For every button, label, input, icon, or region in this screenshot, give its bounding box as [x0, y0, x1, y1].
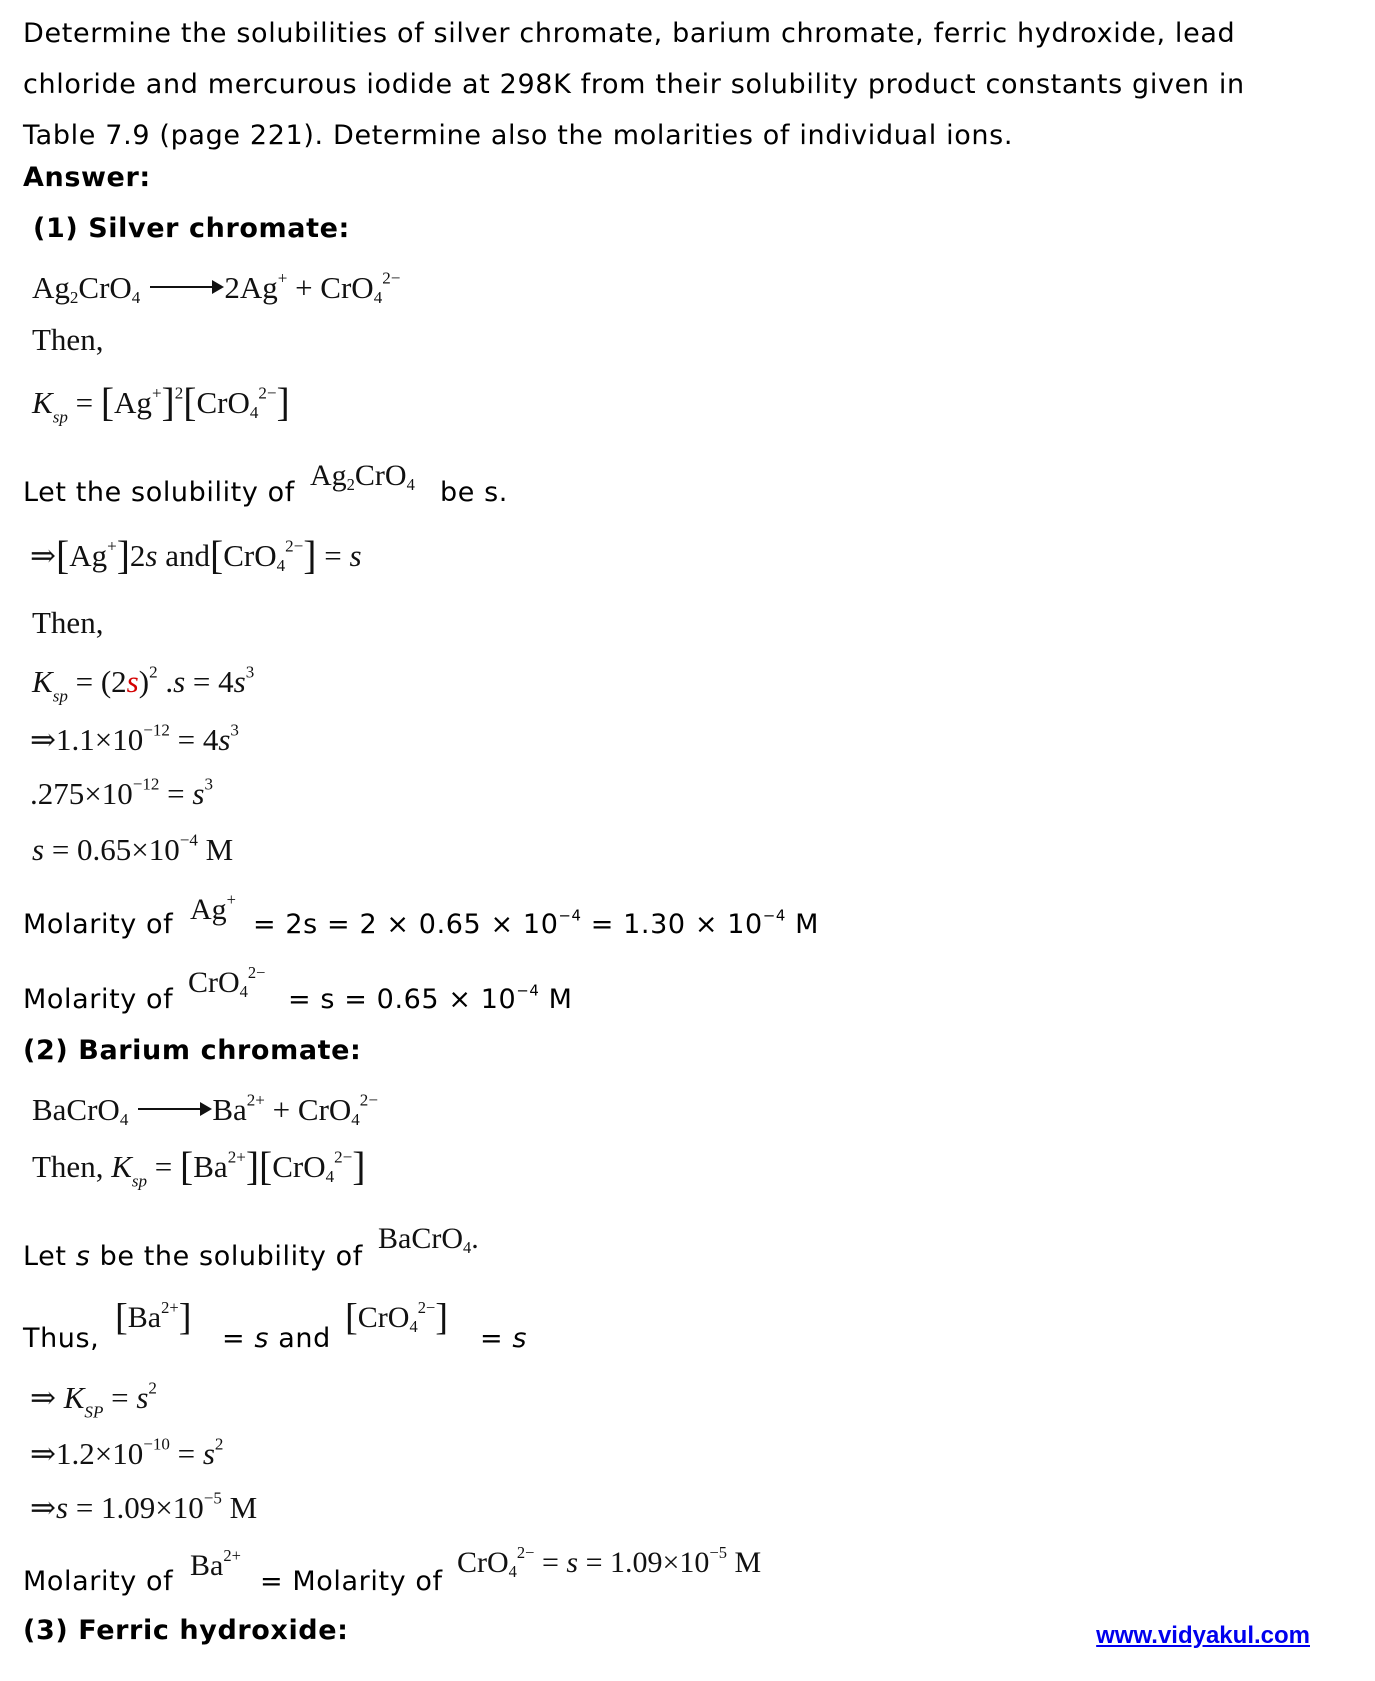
answer-label: Answer:	[23, 162, 151, 193]
equation-ksp-4s3: $K_{sp} = (2s)^2$ $.s = 4s^3$	[32, 662, 255, 706]
equation-ion-concentrations: ⇒[Ag+]2s and[CrO$_4^{2-}$] = s	[30, 533, 362, 578]
let-s-solubility: Let s be the solubility of	[23, 1241, 363, 1272]
molarity-ag-prefix: Molarity of	[23, 909, 174, 940]
section-heading-barium-chromate: (2) Barium chromate:	[23, 1035, 362, 1066]
then-label-1: Then,	[32, 322, 104, 357]
section-heading-silver-chromate: (1) Silver chromate:	[33, 213, 350, 244]
molarity-cro4-value: = $s = 0.65 \times 10^{-4}$ M	[288, 981, 573, 1015]
molarity-ag-value: = $2s = 2 \times 0.65 \times 10^{-4} = 1.30 \times 10^{-4}$ M	[253, 906, 819, 940]
equation-dissociation-ag2cro4: $Ag_2CrO_4$ 2Ag+ + CrO$_4^{2-}$	[32, 268, 401, 308]
equation-ksp-bacro4: Then, $K_{sp} = [Ba^{2+}][CrO_4^{2-}]$	[32, 1144, 366, 1191]
let-solubility-suffix: be s.	[440, 477, 508, 508]
molarity-cro4-prefix: Molarity of	[23, 984, 174, 1015]
molarity-ba-prefix: Molarity of	[23, 1566, 174, 1597]
question-text	[23, 8, 1283, 161]
equation-s-cubed: $.275\times 10^{-12} = s^3$	[30, 774, 213, 811]
molarity-mid: = Molarity of	[260, 1566, 443, 1597]
formula-cro4-ion: CrO$_4^{2-}$	[188, 962, 266, 1001]
thus-label: Thus,	[23, 1323, 100, 1354]
equation-ksp-s2: ⇒ $K_{SP} = s^2$	[30, 1378, 157, 1422]
formula-ag2cro4: $Ag_2CrO_4$	[310, 459, 415, 494]
formula-cro4-concentration: [CrO$_4^{2-}$]	[345, 1296, 449, 1339]
formula-bacro4: BaCrO$_4$.	[378, 1222, 479, 1257]
formula-ba-ion: $Ba^{2+}$	[190, 1545, 241, 1582]
equation-ksp-ag2cro4: $K_{sp} = [Ag^+]^2[CrO_4^{2-}]$	[32, 380, 290, 427]
equation-s-result: $s = 0.65\times 10^{-4}$ M	[32, 830, 234, 867]
formula-cro4-molarity-result: $CrO_4^{2-} = s = 1.09\times 10^{-5}$ M	[457, 1542, 762, 1581]
eq-s-and: = s and	[222, 1323, 331, 1354]
section-heading-ferric-hydroxide: (3) Ferric hydroxide:	[23, 1615, 349, 1646]
equation-ksp-bacro4-value: $\Rightarrow 1.2\times 10^{-10} = s^2$	[30, 1434, 224, 1471]
equation-dissociation-bacro4: BaCrO$_4$ $Ba^{2+} + CrO_4^{2-}$	[32, 1090, 378, 1130]
reaction-arrow-icon	[138, 1108, 210, 1110]
eq-s: = s	[480, 1323, 528, 1354]
question-line-1: Determine the solubilities of silver chromate, barium chromate, ferric hydroxide, lead	[23, 18, 1236, 49]
reaction-arrow-icon	[150, 286, 222, 288]
then-label-2: Then,	[32, 605, 104, 640]
equation-ksp-value: $\Rightarrow 1.1\times 10^{-12} = 4s^3$	[30, 720, 239, 757]
formula-ba-concentration: $[Ba^{2+}]$	[115, 1296, 192, 1339]
question-line-3: Table 7.9 (page 221). Determine also the molarities of individual ions.	[23, 120, 1014, 151]
vidyakul-link[interactable]: www.vidyakul.com	[1096, 1622, 1310, 1649]
formula-ag-ion: Ag+	[190, 889, 236, 926]
let-solubility-prefix: Let the solubility of	[23, 477, 295, 508]
question-line-2: chloride and mercurous iodide at 298K from their solubility product constants given in	[23, 69, 1245, 100]
equation-s-bacro4-result: ⇒s = $1.09\times 10^{-5}$ M	[30, 1488, 258, 1525]
